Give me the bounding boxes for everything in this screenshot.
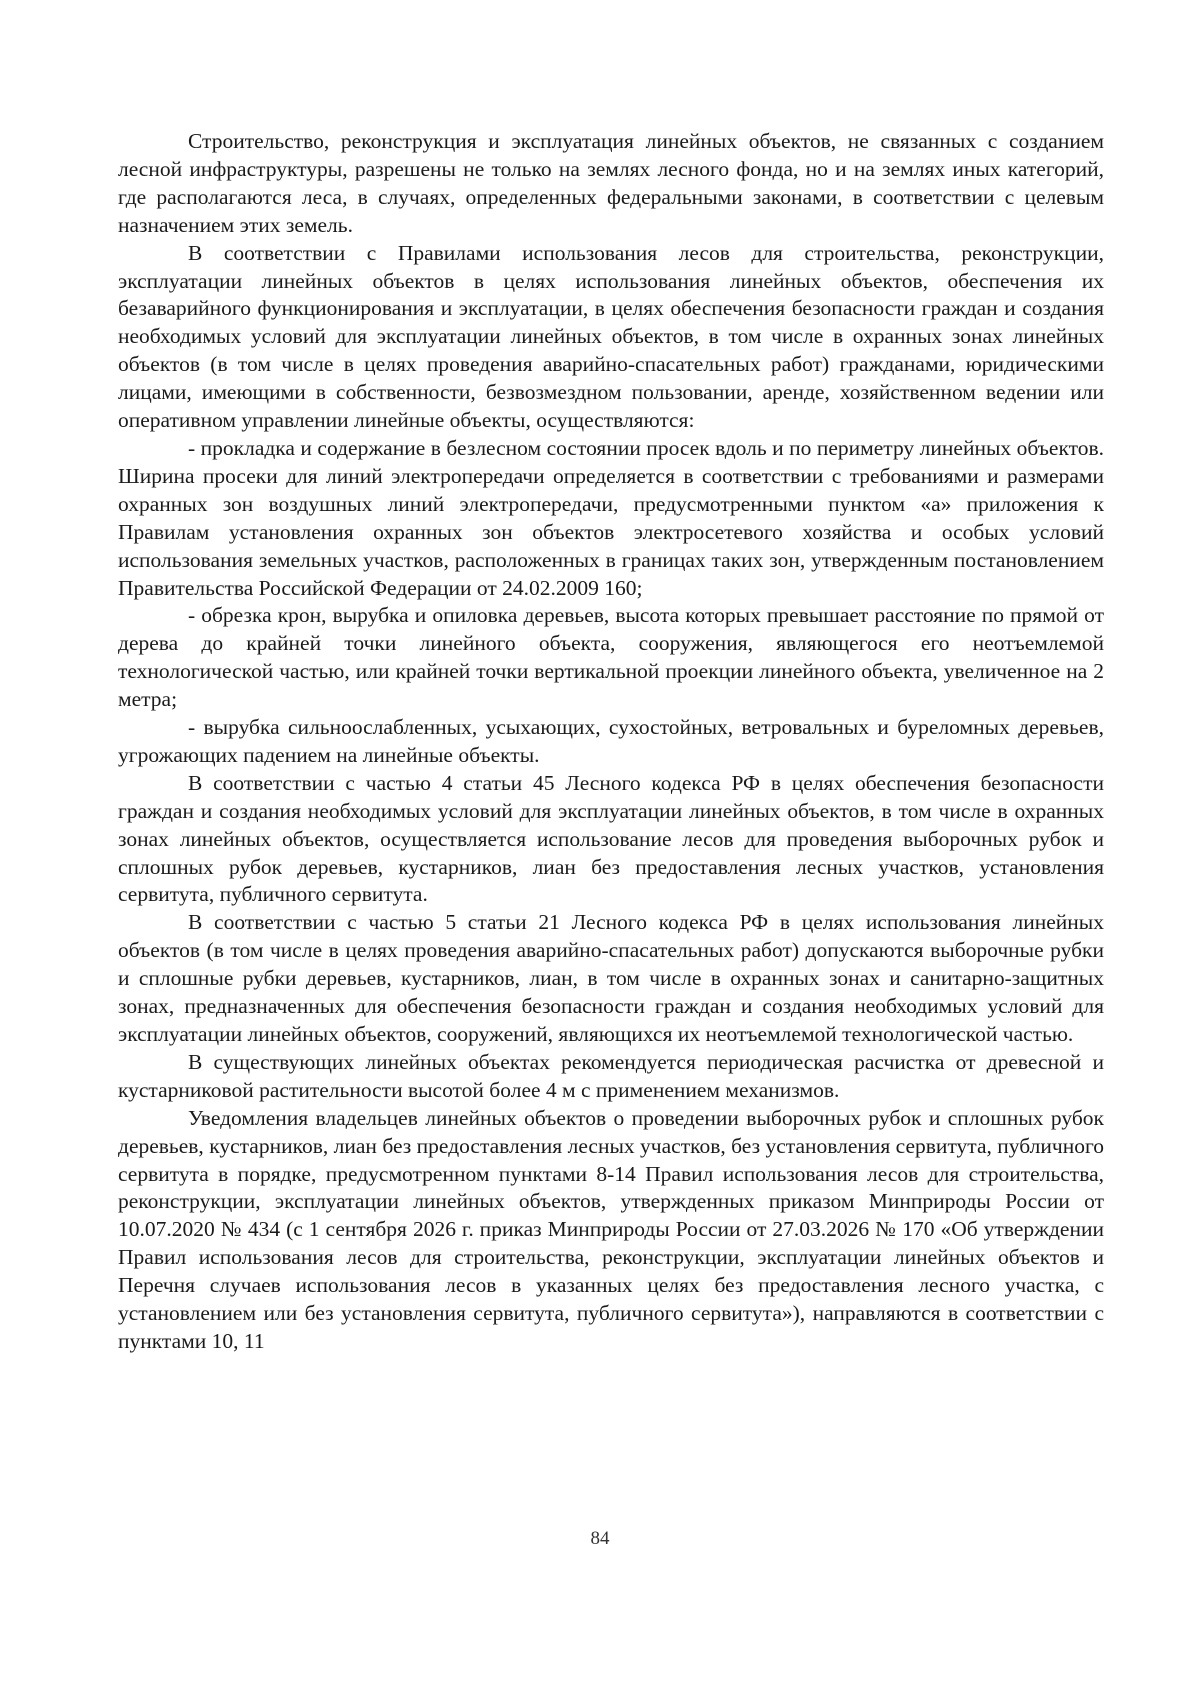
paragraph-linear-objects-construction: Строительство, реконструкция и эксплуатация линейных объектов, не связанных с созданием лесной инфраструктуры, разрешены не только на землях лесного фонда, но и на землях иных категорий, где располагаются леса, в случаях, определенных федеральными законами, в соответствии с целевым назначением этих земель. bbox=[118, 129, 1104, 237]
list-item-clearing-laying: - прокладка и содержание в безлесном состоянии просек вдоль и по периметру линейных объектов. Ширина просеки для линий электропередачи определяется в соответствии с требованиями и размерами охранных зон воздушных линий электропередачи, предусмотренными пунктом «а» приложения к Правилам установления охранных зон объектов электросетевого хозяйства и особых условий использования земельных участков, расположенных в границах таких зон, утвержденным постановлением Правительства Российской Федерации от 24.02.2009 160; bbox=[118, 435, 1104, 600]
paragraph-forest-use-rules: В соответствии с Правилами использования лесов для строительства, реконструкции, эксплуатации линейных объектов в целях использования линейных объектов, обеспечения их безаварийного функционирования и эксплуатации, в целях обеспечения безопасности граждан и создания необходимых условий для эксплуатации линейных объектов, в том числе в охранных зонах линейных объектов (в том числе в целях проведения аварийно-спасательных работ) гражданами, юридическими лицами, имеющими в собственности, безвозмездном пользовании, аренде, хозяйственном ведении или оперативном управлении линейные объекты, осуществляются: bbox=[118, 240, 1104, 433]
paragraph-owner-notifications: Уведомления владельцев линейных объектов о проведении выборочных рубок и сплошных рубок деревьев, кустарников, лиан без предоставления лесных участков, без установления сервитута, публичного сервитута в порядке, предусмотренном пунктами 8-14 Правил использования лесов для строительства, реконструкции, эксплуатации линейных объектов, утвержденных приказом Минприроды России от 10.07.2020 № 434 (с 1 сентября 2026 г. приказ Минприроды России от 27.03.2026 № 170 «Об утверждении Правил использования лесов для строительства, реконструкции, эксплуатации линейных объектов и Перечня случаев использования лесов в указанных целях без предоставления лесного участка, с установлением или без установления сервитута, публичного сервитута»), направляются в соответствии с пунктами 10, 11 bbox=[118, 1105, 1104, 1353]
paragraph-periodic-clearing: В существующих линейных объектах рекомендуется периодическая расчистка от древесной и кустарниковой растительности высотой более 4 м с применением механизмов. bbox=[118, 1049, 1104, 1102]
paragraph-article-45: В соответствии с частью 4 статьи 45 Лесного кодекса РФ в целях обеспечения безопасности граждан и создания необходимых условий для эксплуатации линейных объектов, в том числе в охранных зонах линейных объектов, осуществляется использование лесов для проведения выборочных рубок и сплошных рубок деревьев, кустарников, лиан без предоставления лесных участков, установления сервитута, публичного сервитута. bbox=[118, 770, 1104, 907]
paragraph-article-21: В соответствии с частью 5 статьи 21 Лесного кодекса РФ в целях использования линейных объектов (в том числе в целях проведения аварийно-спасательных работ) допускаются выборочные рубки и сплошные рубки деревьев, кустарников, лиан, в том числе в охранных зонах и санитарно-защитных зонах, предназначенных для обеспечения безопасности граждан и создания необходимых условий для эксплуатации линейных объектов, сооружений, являющихся их неотъемлемой технологической частью. bbox=[118, 910, 1104, 1046]
page-number: 84 bbox=[590, 1528, 610, 1549]
list-item-weakened-trees-felling: - вырубка сильноослабленных, усыхающих, сухостойных, ветровальных и буреломных деревьев, угрожающих падением на линейные объекты. bbox=[118, 715, 1104, 767]
list-item-crown-trimming: - обрезка крон, вырубка и опиловка деревьев, высота которых превышает расстояние по прямой от дерева до крайней точки линейного объекта, сооружения, являющегося его неотъемлемой технологической частью, или крайней точки вертикальной проекции линейного объекта, увеличенное на 2 метра; bbox=[118, 603, 1104, 712]
document-body bbox=[118, 128, 1104, 1356]
